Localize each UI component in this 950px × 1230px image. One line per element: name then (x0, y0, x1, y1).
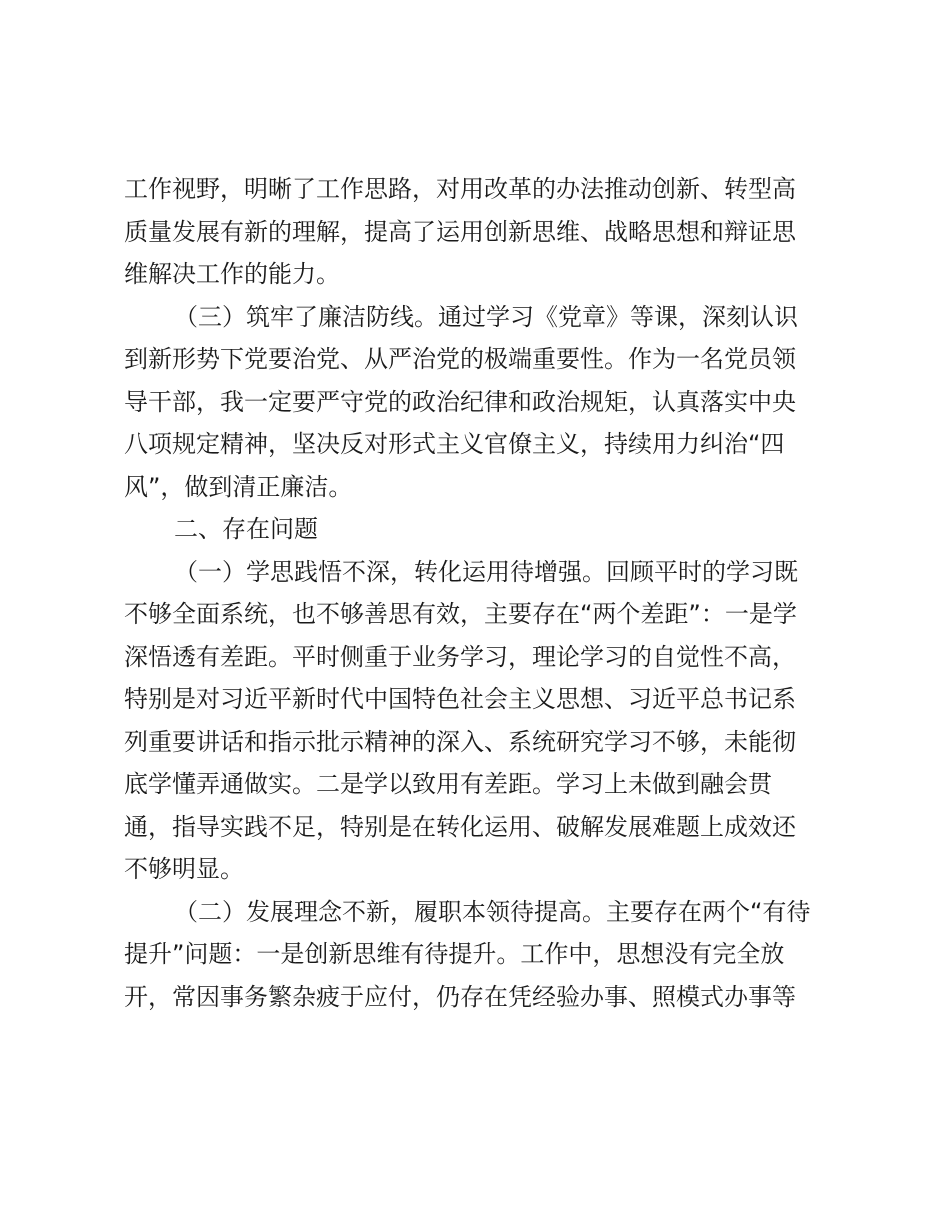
text-line-17: 不够明显。 (124, 855, 244, 883)
text-line-1: 工作视野，明晰了工作思路，对用改革的办法推动创新、转型高 (124, 175, 796, 203)
section-heading-problems: 二、存在问题 (174, 515, 318, 543)
paragraph-heading-development: （二）发展理念不新，履职本领待提高。主要存在两个“有待 (174, 897, 811, 926)
text-line-12: 深悟透有差距。平时侧重于业务学习，理论学习的自觉性不高， (124, 642, 796, 671)
document-body (124, 168, 836, 1018)
text-line-20: 开，常因事务繁杂疲于应付，仍存在凭经验办事、照模式办事等 (124, 982, 796, 1011)
paragraph-heading-integrity: （三）筑牢了廉洁防线。通过学习《党章》等课，深刻认识 (174, 302, 798, 331)
text-line-5: 到新形势下党要治党、从严治党的极端重要性。作为一名党员领 (124, 345, 796, 373)
text-line-7: 八项规定精神，坚决反对形式主义官僚主义，持续用力纠治“四 (124, 430, 785, 458)
text-line-15: 底学懂弄通做实。二是学以致用有差距。学习上未做到融会贯 (124, 770, 772, 798)
text-line-16: 通，指导实践不足，特别是在转化运用、破解发展难题上成效还 (124, 812, 796, 841)
text-line-13: 特别是对习近平新时代中国特色社会主义思想、习近平总书记系 (124, 685, 796, 713)
text-line-11: 不够全面系统，也不够善思有效，主要存在“两个差距”：一是学 (124, 600, 797, 628)
text-line-3: 维解决工作的能力。 (124, 260, 340, 288)
text-line-14: 列重要讲话和指示批示精神的深入、系统研究学习不够，未能彻 (124, 727, 796, 756)
text-line-19: 提升”问题：一是创新思维有待提升。工作中，思想没有完全放 (124, 940, 785, 968)
text-line-2: 质量发展有新的理解，提高了运用创新思维、战略思想和辩证思 (124, 217, 796, 246)
text-line-8: 风”，做到清正廉洁。 (124, 472, 353, 501)
paragraph-heading-study: （一）学思践悟不深，转化运用待增强。回顾平时的学习既 (174, 557, 798, 586)
text-line-6: 导干部，我一定要严守党的政治纪律和政治规矩，认真落实中央 (124, 387, 796, 416)
